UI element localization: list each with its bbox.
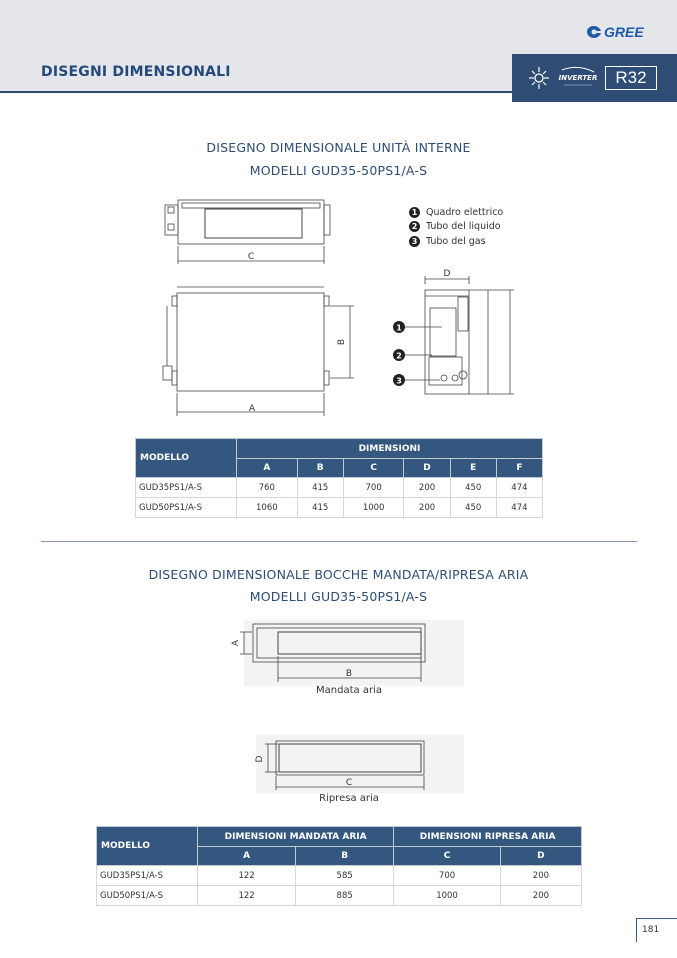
return-group-header: DIMENSIONI RIPRESA ARIA [394, 827, 582, 847]
dimensions-group-header: DIMENSIONI [237, 439, 543, 459]
value-cell: 450 [450, 478, 496, 498]
page-number-rule [636, 918, 677, 919]
value-cell: 200 [404, 498, 450, 518]
svg-text:2: 2 [396, 351, 402, 361]
dim-label-b: B [337, 338, 347, 346]
value-cell: 760 [237, 478, 298, 498]
model-header: MODELLO [97, 827, 198, 866]
legend-num-2: 2 [409, 221, 420, 232]
dimensions-table [135, 438, 543, 518]
model-cell: GUD50PS1/A-S [136, 498, 237, 518]
col-header-a: A [237, 459, 298, 478]
page-number-rule-vertical [636, 918, 637, 942]
callout-1 [393, 321, 405, 333]
col-header-b: B [297, 459, 343, 478]
value-cell: 700 [394, 866, 501, 886]
table-row [136, 478, 543, 498]
dim-label-c: C [247, 252, 255, 262]
section2-subtitle: MODELLI GUD35-50PS1/A-S [249, 589, 428, 604]
value-cell: 415 [297, 478, 343, 498]
legend-item [409, 234, 503, 249]
value-cell: 122 [198, 886, 296, 906]
legend-label-3: Tubo del gas [426, 235, 486, 247]
dim-label-a: A [248, 404, 256, 414]
col-header-b: B [296, 847, 394, 866]
col-header-c: C [394, 847, 501, 866]
drawing-legend [409, 205, 503, 249]
section2-title: DISEGNO DIMENSIONALE BOCCHE MANDATA/RIPRESA ARIA [148, 567, 529, 582]
return-caption: Ripresa aria [319, 793, 379, 804]
value-cell: 474 [496, 478, 542, 498]
supply-dim-b: B [345, 669, 353, 679]
model-cell: GUD35PS1/A-S [97, 866, 198, 886]
legend-label-1: Quadro elettrico [426, 206, 504, 218]
section1-subtitle: MODELLI GUD35-50PS1/A-S [249, 163, 428, 178]
supply-group-header: DIMENSIONI MANDATA ARIA [198, 827, 394, 847]
callout-3 [393, 374, 405, 386]
section1-title: DISEGNO DIMENSIONALE UNITÀ INTERNE [206, 140, 471, 155]
supply-caption: Mandata aria [316, 685, 382, 696]
value-cell: 450 [450, 498, 496, 518]
value-cell: 1000 [343, 498, 404, 518]
value-cell: 474 [496, 498, 542, 518]
air-outlet-drawings [0, 610, 677, 800]
air-outlet-table [96, 826, 582, 906]
section-divider [41, 541, 637, 542]
value-cell: 122 [198, 866, 296, 886]
page-number: 181 [642, 925, 660, 935]
electrical-box [430, 308, 456, 356]
legend-num-3: 3 [409, 236, 420, 247]
col-header-d: D [404, 459, 450, 478]
supply-dim-a: A [231, 639, 241, 647]
legend-label-2: Tubo del liquido [426, 221, 501, 233]
inverter-label: INVERTER [558, 74, 598, 82]
return-dim-c: C [345, 778, 353, 788]
logo-text: GREE [604, 24, 644, 40]
value-cell: 200 [500, 866, 581, 886]
model-cell: GUD35PS1/A-S [136, 478, 237, 498]
value-cell: 885 [296, 886, 394, 906]
col-header-e: E [450, 459, 496, 478]
value-cell: 1000 [394, 886, 501, 906]
r32-badge: R32 [605, 66, 657, 90]
table-row [97, 866, 582, 886]
svg-text:3: 3 [396, 376, 402, 386]
value-cell: 200 [404, 478, 450, 498]
dim-label-d: D [443, 269, 451, 279]
model-cell: GUD50PS1/A-S [97, 886, 198, 906]
table-row [136, 498, 543, 518]
svg-text:1: 1 [396, 323, 402, 333]
unit-dimensional-drawing [0, 0, 677, 430]
value-cell: 700 [343, 478, 404, 498]
callout-2 [393, 349, 405, 361]
table-row [97, 886, 582, 906]
col-header-f: F [496, 459, 542, 478]
col-header-d: D [500, 847, 581, 866]
value-cell: 415 [297, 498, 343, 518]
col-header-c: C [343, 459, 404, 478]
col-header-a: A [198, 847, 296, 866]
value-cell: 585 [296, 866, 394, 886]
top-view-body [177, 293, 324, 391]
model-header: MODELLO [136, 439, 237, 478]
value-cell: 1060 [237, 498, 298, 518]
legend-num-1: 1 [409, 207, 420, 218]
page-title: DISEGNI DIMENSIONALI [41, 64, 231, 80]
legend-item [409, 220, 503, 235]
return-dim-d: D [255, 755, 265, 763]
legend-item [409, 205, 503, 220]
value-cell: 200 [500, 886, 581, 906]
